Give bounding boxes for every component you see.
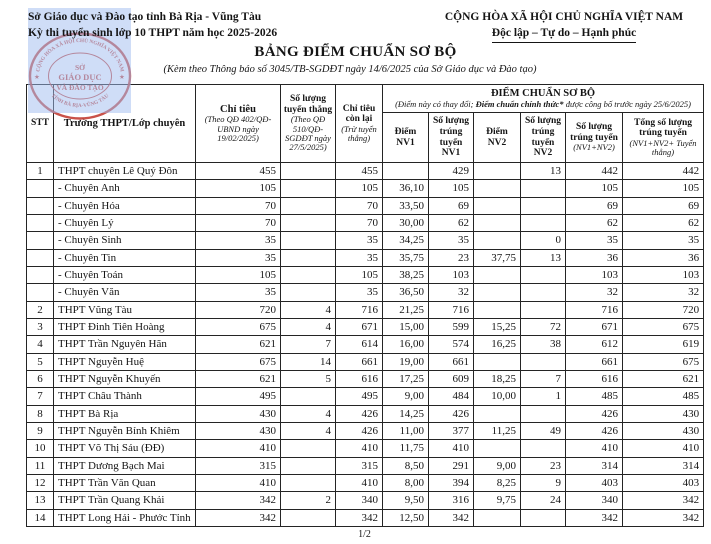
cell-school-name: THPT chuyên Lê Quý Đôn (54, 163, 196, 180)
cell-value: 62 (623, 214, 704, 231)
cell-value (474, 405, 521, 422)
cell-school-name: - Chuyên Văn (54, 284, 196, 301)
cell-value: 377 (429, 422, 474, 439)
cell-value: 105 (623, 180, 704, 197)
cell-value: 4 (281, 301, 336, 318)
col-header-sl-nv1: Số lượng trúng tuyển NV1 (429, 113, 474, 163)
cell-value (281, 509, 336, 526)
cell-value (383, 163, 429, 180)
col-header-school-label: Trường THPT/Lớp chuyên (63, 117, 186, 129)
table-row (27, 197, 704, 214)
table-row (27, 232, 704, 249)
cell-value: 9,75 (474, 492, 521, 509)
cell-value: 430 (623, 422, 704, 439)
cell-stt: 13 (27, 492, 54, 509)
cell-value: 35 (336, 284, 383, 301)
cell-value: 9,00 (383, 388, 429, 405)
cell-value: 35 (196, 284, 281, 301)
cell-value: 18,25 (474, 370, 521, 387)
cell-school-name: THPT Đinh Tiên Hoàng (54, 318, 196, 335)
group-header-label: ĐIỂM CHUẨN SƠ BỘ (490, 87, 596, 99)
cell-value: 23 (521, 457, 566, 474)
group-header-note: (Điểm này có thay đổi; Điểm chuẩn chính thức* được công bố trước ngày 25/6/2025) (395, 98, 691, 109)
cell-value: 35 (566, 232, 623, 249)
cell-value: 103 (623, 266, 704, 283)
cell-value: 291 (429, 457, 474, 474)
cell-value: 342 (429, 509, 474, 526)
cell-value: 720 (623, 301, 704, 318)
cell-value: 32 (429, 284, 474, 301)
table-row (27, 492, 704, 509)
cell-school-name: THPT Trần Nguyên Hãn (54, 336, 196, 353)
cell-school-name: - Chuyên Anh (54, 180, 196, 197)
cell-value (521, 180, 566, 197)
cell-value: 70 (336, 214, 383, 231)
cell-value: 21,25 (383, 301, 429, 318)
col-header-sl-nv1-nv2: Số lượng trúng tuyển (NV1+NV2) (566, 113, 623, 163)
col-header-diem-nv2: Điểm NV2 (474, 113, 521, 163)
cell-value: 316 (429, 492, 474, 509)
cell-value: 0 (521, 232, 566, 249)
cell-value: 24 (521, 492, 566, 509)
cell-value: 410 (429, 440, 474, 457)
cell-value: 36 (623, 249, 704, 266)
cell-value (521, 197, 566, 214)
cell-value (474, 440, 521, 457)
col-header-group-scores (383, 85, 704, 113)
cell-value: 619 (623, 336, 704, 353)
cell-value: 105 (336, 180, 383, 197)
cell-value: 8,00 (383, 474, 429, 491)
cell-value: 8,25 (474, 474, 521, 491)
cell-value: 13 (521, 163, 566, 180)
cell-school-name: THPT Dương Bạch Mai (54, 457, 196, 474)
cell-value: 69 (623, 197, 704, 214)
cell-value: 70 (196, 197, 281, 214)
cell-value: 621 (196, 336, 281, 353)
cell-value: 675 (196, 353, 281, 370)
cell-stt (27, 214, 54, 231)
cell-value (474, 214, 521, 231)
cell-value: 720 (196, 301, 281, 318)
cell-value: 105 (336, 266, 383, 283)
issuing-body-line2: Kỳ thi tuyển sinh lớp 10 THPT năm học 2025-2026 (28, 27, 278, 39)
cell-value (281, 249, 336, 266)
cell-value: 11,00 (383, 422, 429, 439)
issuing-body-header (28, 9, 277, 41)
cell-value (521, 301, 566, 318)
cell-school-name: - Chuyên Hóa (54, 197, 196, 214)
page-title: BẢNG ĐIỂM CHUẨN SƠ BỘ (254, 44, 457, 60)
table-row (27, 301, 704, 318)
table-row (27, 336, 704, 353)
table-row (27, 163, 704, 180)
cell-value (281, 388, 336, 405)
cell-value: 342 (196, 492, 281, 509)
cell-stt: 7 (27, 388, 54, 405)
cell-value (281, 232, 336, 249)
cell-stt (27, 180, 54, 197)
col-header-direct-admission (281, 85, 336, 163)
cell-value: 72 (521, 318, 566, 335)
cell-value: 105 (429, 180, 474, 197)
col-header-remaining-quota (336, 85, 383, 163)
cell-value: 661 (336, 353, 383, 370)
cell-value: 9 (521, 474, 566, 491)
cell-value: 33,50 (383, 197, 429, 214)
cell-value: 671 (336, 318, 383, 335)
cell-value: 314 (566, 457, 623, 474)
cell-value: 35 (623, 232, 704, 249)
cell-value: 32 (623, 284, 704, 301)
cell-value (474, 266, 521, 283)
cell-value: 30,00 (383, 214, 429, 231)
table-row (27, 474, 704, 491)
cell-school-name: THPT Long Hải - Phước Tỉnh (54, 509, 196, 526)
cell-value: 34,25 (383, 232, 429, 249)
cell-value: 14 (281, 353, 336, 370)
cell-value: 426 (566, 422, 623, 439)
cell-value: 10,00 (474, 388, 521, 405)
cell-value: 410 (336, 440, 383, 457)
cell-value (474, 180, 521, 197)
cell-value: 37,75 (474, 249, 521, 266)
cell-value: 105 (196, 266, 281, 283)
table-row (27, 249, 704, 266)
cell-value: 9,50 (383, 492, 429, 509)
cell-value: 675 (623, 353, 704, 370)
issuing-body-line1: Sở Giáo dục và Đào tạo tỉnh Bà Rịa - Vũng Tàu (28, 11, 262, 23)
cell-value: 103 (566, 266, 623, 283)
cell-value (281, 457, 336, 474)
cell-value: 36,50 (383, 284, 429, 301)
cell-value: 17,25 (383, 370, 429, 387)
cell-value: 410 (566, 440, 623, 457)
page-subtitle: (Kèm theo Thông báo số 3045/TB-SGDĐT ngày 14/6/2025 của Sở Giáo dục và Đào tạo) (163, 64, 537, 75)
cell-value (521, 440, 566, 457)
cell-stt: 5 (27, 353, 54, 370)
cell-value: 70 (196, 214, 281, 231)
cell-value: 36,10 (383, 180, 429, 197)
cell-value (474, 284, 521, 301)
cell-value (521, 509, 566, 526)
cell-stt: 4 (27, 336, 54, 353)
cell-value: 11,25 (474, 422, 521, 439)
cell-value: 410 (623, 440, 704, 457)
cell-school-name: THPT Võ Thị Sáu (ĐĐ) (54, 440, 196, 457)
cell-school-name: THPT Nguyễn Khuyến (54, 370, 196, 387)
cell-value: 38,25 (383, 266, 429, 283)
cell-value: 15,00 (383, 318, 429, 335)
cell-value: 7 (521, 370, 566, 387)
cell-value: 495 (336, 388, 383, 405)
table-body (27, 163, 704, 527)
cell-value: 105 (196, 180, 281, 197)
cell-value: 495 (196, 388, 281, 405)
cell-value: 484 (429, 388, 474, 405)
cell-value: 426 (336, 405, 383, 422)
cell-value: 9,00 (474, 457, 521, 474)
cell-stt: 8 (27, 405, 54, 422)
cell-value: 430 (196, 405, 281, 422)
table-row (27, 370, 704, 387)
cell-value: 403 (566, 474, 623, 491)
national-header (418, 9, 710, 43)
cell-value: 1 (521, 388, 566, 405)
cell-value: 410 (196, 440, 281, 457)
cell-value: 4 (281, 422, 336, 439)
cell-school-name: - Chuyên Tin (54, 249, 196, 266)
cell-value: 314 (623, 457, 704, 474)
cell-value (281, 440, 336, 457)
col-header-direct-label: Số lượng tuyển thẳng (283, 94, 333, 115)
cell-value: 70 (336, 197, 383, 214)
cell-value: 38 (521, 336, 566, 353)
cell-value: 574 (429, 336, 474, 353)
col-header-remaining-label: Chỉ tiêu còn lại (342, 103, 376, 125)
cell-value: 35,75 (383, 249, 429, 266)
score-table (26, 84, 704, 527)
cell-value: 616 (336, 370, 383, 387)
cell-value: 16,00 (383, 336, 429, 353)
cell-value: 394 (429, 474, 474, 491)
cell-value: 485 (623, 388, 704, 405)
table-row (27, 440, 704, 457)
cell-value (281, 266, 336, 283)
table-row (27, 353, 704, 370)
cell-value: 7 (281, 336, 336, 353)
cell-value: 430 (623, 405, 704, 422)
cell-value: 62 (429, 214, 474, 231)
table-row (27, 266, 704, 283)
cell-value: 342 (336, 509, 383, 526)
cell-value: 716 (566, 301, 623, 318)
table-row (27, 422, 704, 439)
cell-value: 599 (429, 318, 474, 335)
cell-value (474, 353, 521, 370)
cell-stt: 11 (27, 457, 54, 474)
cell-stt (27, 232, 54, 249)
table-row (27, 509, 704, 526)
cell-stt (27, 249, 54, 266)
cell-stt (27, 284, 54, 301)
cell-value: 410 (196, 474, 281, 491)
table-row (27, 457, 704, 474)
cell-value (521, 405, 566, 422)
cell-school-name: THPT Vũng Tàu (54, 301, 196, 318)
cell-school-name: THPT Nguyễn Bỉnh Khiêm (54, 422, 196, 439)
cell-value (281, 474, 336, 491)
cell-stt: 6 (27, 370, 54, 387)
cell-stt: 1 (27, 163, 54, 180)
cell-value: 36 (566, 249, 623, 266)
cell-value: 410 (336, 474, 383, 491)
cell-value: 426 (566, 405, 623, 422)
cell-value: 5 (281, 370, 336, 387)
cell-value: 671 (566, 318, 623, 335)
cell-value: 429 (429, 163, 474, 180)
table-row (27, 180, 704, 197)
cell-value (281, 163, 336, 180)
col-header-remaining-note: (Trừ tuyển thẳng) (341, 123, 377, 144)
cell-value: 8,50 (383, 457, 429, 474)
cell-value: 675 (623, 318, 704, 335)
cell-value: 485 (566, 388, 623, 405)
cell-value: 609 (429, 370, 474, 387)
cell-value: 426 (336, 422, 383, 439)
table-row (27, 284, 704, 301)
cell-value: 62 (566, 214, 623, 231)
cell-value: 15,25 (474, 318, 521, 335)
table-row (27, 388, 704, 405)
col-header-quota-note: (Theo QĐ 402/QĐ-UBND ngày 19/02/2025) (204, 114, 272, 144)
cell-value: 13 (521, 249, 566, 266)
cell-value: 442 (566, 163, 623, 180)
cell-value: 612 (566, 336, 623, 353)
table-row (27, 318, 704, 335)
cell-value: 614 (336, 336, 383, 353)
cell-stt (27, 197, 54, 214)
cell-school-name: - Chuyên Toán (54, 266, 196, 283)
cell-value: 315 (336, 457, 383, 474)
cell-value: 426 (429, 405, 474, 422)
cell-value: 455 (196, 163, 281, 180)
cell-value: 32 (566, 284, 623, 301)
cell-stt: 3 (27, 318, 54, 335)
cell-stt: 2 (27, 301, 54, 318)
cell-value: 442 (623, 163, 704, 180)
cell-stt: 12 (27, 474, 54, 491)
cell-value: 2 (281, 492, 336, 509)
page-number: 1/2 (358, 529, 371, 540)
cell-value: 14,25 (383, 405, 429, 422)
cell-value: 4 (281, 405, 336, 422)
cell-value: 716 (429, 301, 474, 318)
cell-value: 19,00 (383, 353, 429, 370)
cell-value (474, 509, 521, 526)
col-header-sl-nv2: Số lượng trúng tuyển NV2 (521, 113, 566, 163)
col-header-total: Tổng số lượng trúng tuyển (NV1+NV2+ Tuyển thẳng) (623, 113, 704, 163)
cell-value (474, 163, 521, 180)
cell-value: 342 (196, 509, 281, 526)
cell-school-name: - Chuyên Lý (54, 214, 196, 231)
cell-stt: 14 (27, 509, 54, 526)
cell-value (281, 197, 336, 214)
cell-value: 49 (521, 422, 566, 439)
cell-value: 342 (566, 509, 623, 526)
cell-value: 35 (196, 249, 281, 266)
col-header-stt-label: STT (31, 118, 49, 129)
cell-value (474, 197, 521, 214)
cell-value: 315 (196, 457, 281, 474)
col-header-diem-nv1: Điểm NV1 (383, 113, 429, 163)
table-row (27, 214, 704, 231)
cell-school-name: THPT Trần Quang Khải (54, 492, 196, 509)
cell-value: 12,50 (383, 509, 429, 526)
cell-value: 616 (566, 370, 623, 387)
cell-value: 105 (566, 180, 623, 197)
cell-value (281, 180, 336, 197)
cell-value: 35 (336, 232, 383, 249)
cell-value (521, 266, 566, 283)
cell-value: 716 (336, 301, 383, 318)
col-header-quota-label: Chỉ tiêu (220, 103, 256, 115)
cell-value: 69 (429, 197, 474, 214)
cell-value: 342 (623, 509, 704, 526)
cell-value: 11,75 (383, 440, 429, 457)
cell-school-name: THPT Châu Thành (54, 388, 196, 405)
cell-value (281, 214, 336, 231)
cell-value: 4 (281, 318, 336, 335)
cell-value: 661 (566, 353, 623, 370)
cell-value: 621 (196, 370, 281, 387)
cell-value: 16,25 (474, 336, 521, 353)
cell-value: 340 (566, 492, 623, 509)
cell-value: 103 (429, 266, 474, 283)
cell-value: 340 (336, 492, 383, 509)
col-header-quota (196, 85, 281, 163)
cell-stt (27, 266, 54, 283)
cell-value: 455 (336, 163, 383, 180)
cell-value (521, 214, 566, 231)
cell-value (521, 284, 566, 301)
cell-stt: 10 (27, 440, 54, 457)
cell-school-name: THPT Bà Rịa (54, 405, 196, 422)
cell-value (474, 232, 521, 249)
col-header-direct-note: (Theo QĐ 510/QĐ-SGDĐT ngày 27/5/2025) (285, 114, 331, 153)
cell-value: 675 (196, 318, 281, 335)
cell-value: 403 (623, 474, 704, 491)
cell-value: 621 (623, 370, 704, 387)
cell-value: 661 (429, 353, 474, 370)
cell-value: 69 (566, 197, 623, 214)
cell-value (521, 353, 566, 370)
cell-school-name: - Chuyên Sinh (54, 232, 196, 249)
cell-school-name: THPT Trần Văn Quan (54, 474, 196, 491)
cell-value: 35 (336, 249, 383, 266)
national-motto: Độc lập – Tự do – Hạnh phúc (492, 25, 636, 43)
cell-stt: 9 (27, 422, 54, 439)
cell-value: 23 (429, 249, 474, 266)
cell-value (474, 301, 521, 318)
table-row (27, 405, 704, 422)
cell-value (281, 284, 336, 301)
cell-value: 342 (623, 492, 704, 509)
national-header-line1: CỘNG HÒA XÃ HỘI CHỦ NGHĨA VIỆT NAM (444, 11, 684, 23)
cell-school-name: THPT Nguyễn Huệ (54, 353, 196, 370)
cell-value: 35 (429, 232, 474, 249)
cell-value: 430 (196, 422, 281, 439)
cell-value: 35 (196, 232, 281, 249)
